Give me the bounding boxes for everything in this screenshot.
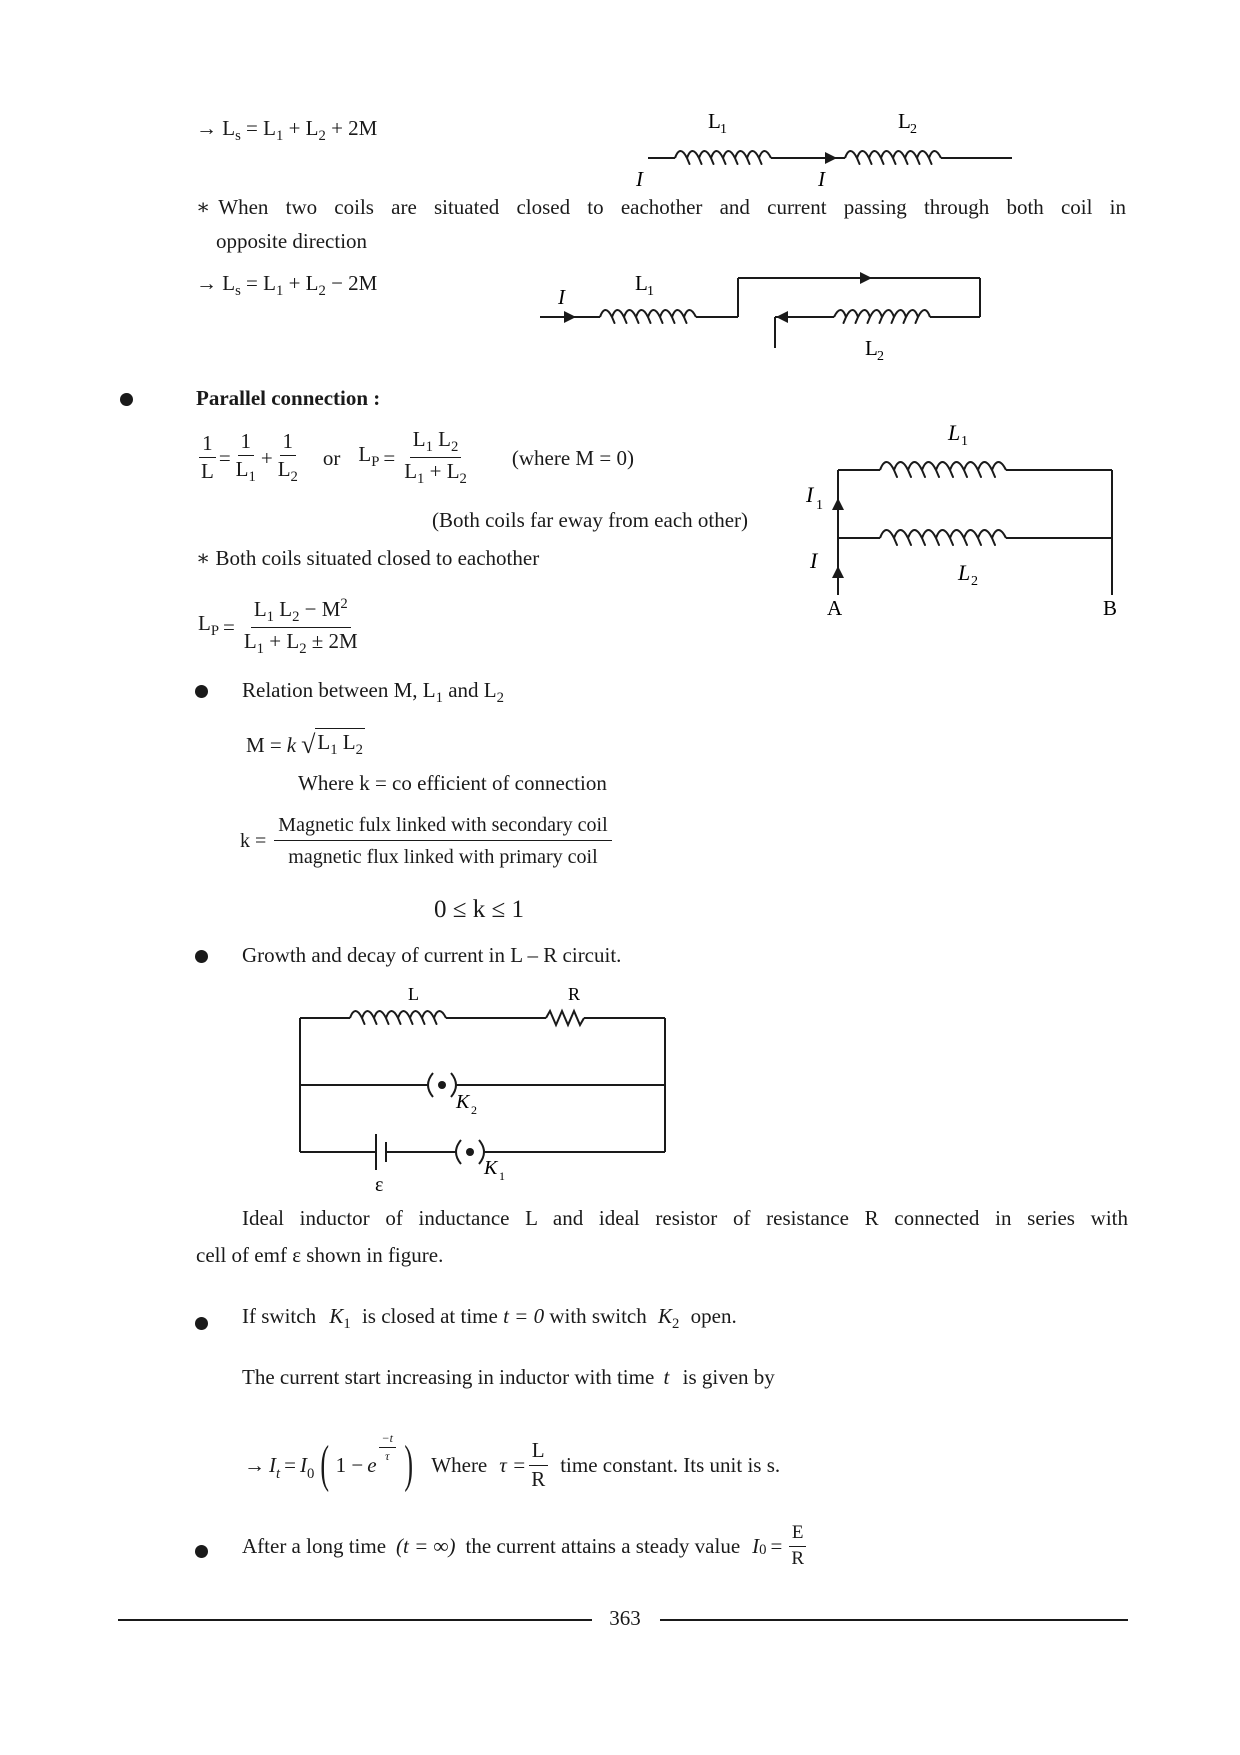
label-k2: K: [456, 1091, 470, 1113]
page-number: 363: [609, 1606, 641, 1630]
svg-text:2: 2: [877, 349, 884, 364]
label-l2: L: [865, 336, 878, 360]
label-k1: K: [484, 1157, 498, 1179]
label-current-1: I: [636, 167, 643, 191]
svg-text:1: 1: [647, 284, 654, 299]
bullet: [195, 950, 208, 963]
lr-circuit-diagram: [290, 984, 680, 1194]
steady-statement: After a long time (t = ∞) the current attains a steady value I 0 = $\frac{E}{R}$: [242, 1518, 809, 1574]
lr-paragraph-line2: cell of emf ε shown in figure.: [196, 1243, 444, 1267]
label-i1: I: [806, 482, 814, 507]
section-heading-parallel: Parallel connection :: [196, 386, 381, 410]
where-k: Where k = co efficient of connection: [298, 771, 607, 795]
bullet: [195, 1545, 208, 1558]
parallel-mutual-formula: $L_P$ = $\frac{L_1 L_2 - M^2}{L_1 + L_2 \pm 2M}$: [198, 596, 358, 658]
label-i: I: [810, 548, 818, 573]
svg-text:2: 2: [971, 574, 978, 589]
svg-text:1: 1: [961, 434, 968, 449]
lr-heading: Growth and decay of current in L – R circuit.: [242, 943, 622, 967]
lr-paragraph-line1: Ideal inductor of inductance L and ideal resistor of resistance R connected in series with: [242, 1206, 1128, 1230]
opposite-note: ∗ When two coils are situated closed to eachother and current passing through both coil in opposite direction: [196, 195, 1126, 253]
relation-heading: Relation between M, $L_1$ and $L_2$: [242, 678, 504, 707]
parallel-formula: $\frac{1}{L}$ = $\frac{1}{L_1}$ + $\frac{1}{L_2}$ or $L_P$ = $\frac{L_1 L_2}{L_1 + L_2}$ (where M = 0): [201, 427, 634, 488]
svg-text:2: 2: [910, 122, 917, 137]
label-l: L: [408, 984, 419, 1004]
m-formula: M = k √ $L_1$ $L_2$: [246, 728, 365, 762]
bullet: [120, 393, 133, 406]
current-statement: The current start increasing in inductor with time t is given by: [242, 1365, 775, 1389]
far-note: (Both coils far eway from each other): [432, 508, 749, 532]
bullet: [195, 685, 208, 698]
close-note: ∗ Both coils situated closed to eachother: [196, 546, 540, 570]
k-formula: k = $\frac{\text{Magnetic fulx linked with secondary coil}}{\text{magnetic flux linked with primary coil}}$: [240, 814, 614, 868]
series-formula: → $L_s = L_1 + L_2 + 2M$: [196, 116, 378, 145]
parallel-coils-diagram: [790, 410, 1140, 630]
label-l2: L: [958, 560, 971, 585]
svg-text:1: 1: [499, 1169, 505, 1183]
label-emf: ε: [375, 1174, 384, 1196]
label-b: B: [1103, 596, 1118, 620]
footer-rule-left: [118, 1619, 592, 1621]
k-range: 0 ≤ k ≤ 1: [434, 896, 524, 923]
bullet: [195, 1317, 208, 1330]
opposite-coils-diagram: [530, 260, 990, 370]
label-current: I: [558, 285, 565, 309]
label-l2: L: [898, 109, 911, 133]
switch-statement: If switch $K_1$ is closed at time t = 0 with switch $K_2$ open.: [242, 1304, 737, 1333]
svg-text:2: 2: [471, 1103, 477, 1117]
label-l1: L: [948, 420, 961, 445]
growth-formula: → I $_t$ = I $_0$ ( 1 − e $\frac{-t}{\tau}$ ) Where τ = $\frac{L}{R}$ time constant. Its unit is s.: [244, 1431, 781, 1493]
label-current-2: I: [818, 167, 825, 191]
series-coils-diagram: [636, 108, 1020, 198]
label-l1: L: [708, 109, 721, 133]
label-r: R: [568, 984, 581, 1004]
footer-rule-right: [660, 1619, 1128, 1621]
opposite-formula: → $L_s = L_1 + L_2 - 2M$: [196, 271, 378, 300]
svg-text:1: 1: [816, 498, 823, 513]
svg-text:1: 1: [720, 122, 727, 137]
label-l1: L: [635, 271, 648, 295]
label-a: A: [827, 596, 843, 620]
